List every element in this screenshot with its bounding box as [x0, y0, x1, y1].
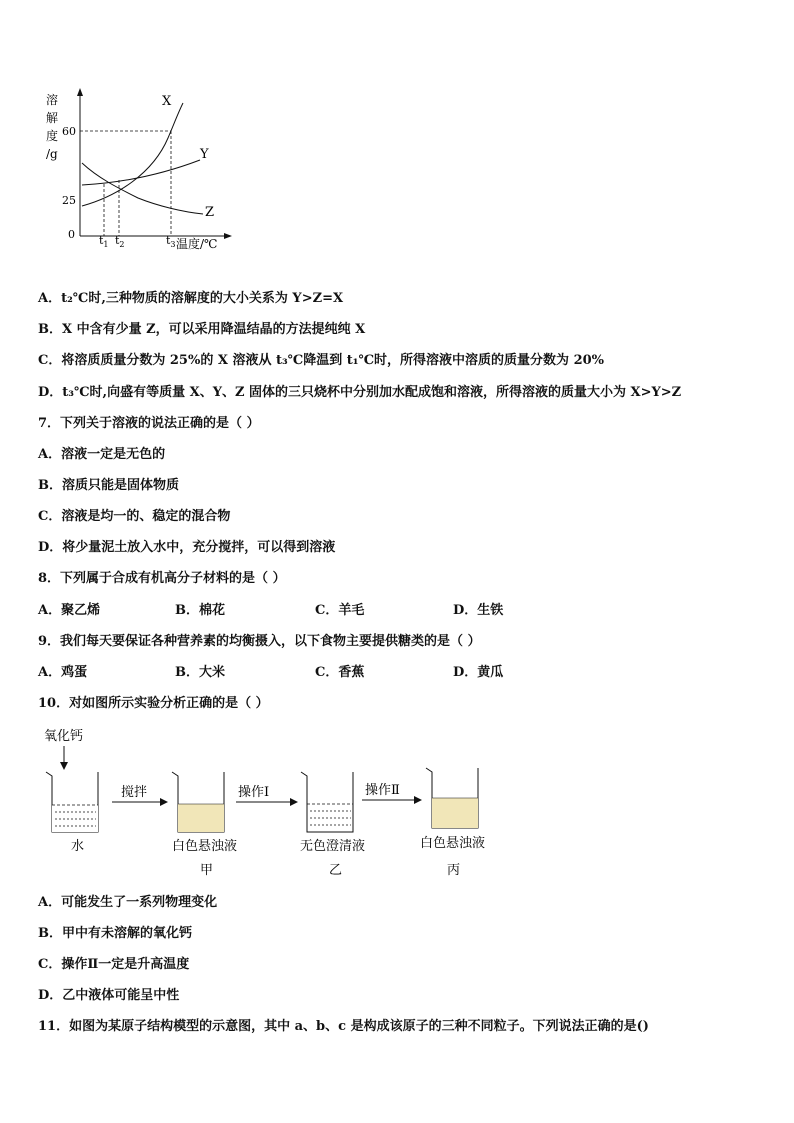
q7-option-d: D．将少量泥土放入水中，充分搅拌，可以得到溶液 [38, 540, 336, 555]
beaker-label-1: 水 [71, 839, 85, 854]
q7-option-a: A．溶液一定是无色的 [38, 447, 166, 462]
q8-stem: 8．下列属于合成有机高分子材料的是（ ） [38, 571, 286, 586]
origin-label: 0 [68, 228, 75, 241]
q10-option-a: A．可能发生了一系列物理变化 [38, 895, 218, 910]
q10-stem: 10．对如图所示实验分析正确的是（ ） [38, 696, 269, 711]
q10-option-b: B．甲中有未溶解的氧化钙 [38, 926, 192, 941]
y-label-char-3: 度 [46, 129, 59, 143]
reagent-arrow-head [60, 762, 68, 770]
step-3-label: 操作Ⅱ [365, 783, 400, 798]
curve-label-z: Z [205, 205, 215, 220]
y-label-char-2: 解 [46, 111, 59, 125]
x-tick-t1: $t_1$ [99, 234, 109, 249]
beaker-water [46, 772, 98, 832]
beaker-sub-4: 丙 [447, 863, 461, 878]
beaker-label-4: 白色悬浊液 [420, 836, 486, 851]
q6-option-b: B．X 中含有少量 Z，可以采用降温结晶的方法提纯纯 X [38, 322, 366, 337]
experiment-diagram [38, 722, 518, 882]
q7-stem: 7．下列关于溶液的说法正确的是（ ） [38, 416, 260, 431]
q9-option-b: B．大米 [175, 665, 225, 680]
arrow-1-head [160, 798, 168, 806]
q6-option-a: A．t₂℃时,三种物质的溶解度的大小关系为 Y>Z=X [38, 291, 344, 306]
step-2-label: 操作Ⅰ [238, 785, 270, 800]
beaker-sub-3: 乙 [329, 863, 343, 878]
q8-option-d: D．生铁 [453, 603, 504, 618]
q9-option-d: D．黄瓜 [453, 665, 504, 680]
q7-option-c: C．溶液是均一的、稳定的混合物 [38, 509, 231, 524]
y-tick-60: 60 [62, 125, 76, 138]
curve-x [82, 103, 183, 206]
beaker-suspension-a [172, 772, 224, 832]
curve-z [82, 163, 203, 214]
y-label-char-4: /g [46, 147, 58, 161]
arrow-3-head [414, 796, 422, 804]
arrow-2-head [290, 798, 298, 806]
q11-stem: 11．如图为某原子结构模型的示意图，其中 a、b、c 是构成该原子的三种不同粒子。下列说法正确的是() [38, 1019, 649, 1034]
q8-option-a: A．聚乙烯 [38, 603, 101, 618]
y-axis-arrow [77, 88, 83, 96]
beaker-label-2: 白色悬浊液 [172, 839, 238, 854]
curve-y [82, 160, 200, 185]
beaker-suspension-c [426, 768, 478, 828]
y-tick-25: 25 [62, 194, 76, 207]
q8-option-b: B．棉花 [175, 603, 225, 618]
beaker-label-3: 无色澄清液 [300, 839, 366, 854]
x-axis-label: 温度/℃ [176, 237, 218, 251]
q9-option-c: C．香蕉 [315, 665, 365, 680]
q7-option-b: B．溶质只能是固体物质 [38, 478, 179, 493]
q8-option-c: C．羊毛 [315, 603, 365, 618]
q9-stem: 9．我们每天要保证各种营养素的均衡摄入，以下食物主要提供糖类的是（ ） [38, 634, 481, 649]
q10-option-d: D．乙中液体可能呈中性 [38, 988, 180, 1003]
solubility-graph [38, 88, 238, 258]
curve-label-x: X [162, 94, 172, 109]
reagent-label: 氧化钙 [44, 729, 84, 744]
x-axis-arrow [224, 233, 232, 239]
q6-option-d: D．t₃℃时,向盛有等质量 X、Y、Z 固体的三只烧杯中分别加水配成饱和溶液，所得溶液的质量大小为 X>Y>Z [38, 385, 682, 400]
q9-option-a: A．鸡蛋 [38, 665, 88, 680]
x-tick-t3: $t_3$ [166, 234, 176, 249]
step-1-label: 搅拌 [121, 785, 148, 800]
curve-label-y: Y [200, 147, 209, 162]
y-label-char-1: 溶 [46, 93, 59, 107]
q10-option-c: C．操作Ⅱ一定是升高温度 [38, 957, 190, 972]
x-tick-t2: $t_2$ [115, 234, 125, 249]
q6-option-c: C．将溶质质量分数为 25%的 X 溶液从 t₃℃降温到 t₁℃时，所得溶液中溶质的质量分数为 20% [38, 353, 605, 368]
beaker-sub-2: 甲 [200, 863, 214, 878]
beaker-clear [301, 772, 353, 832]
